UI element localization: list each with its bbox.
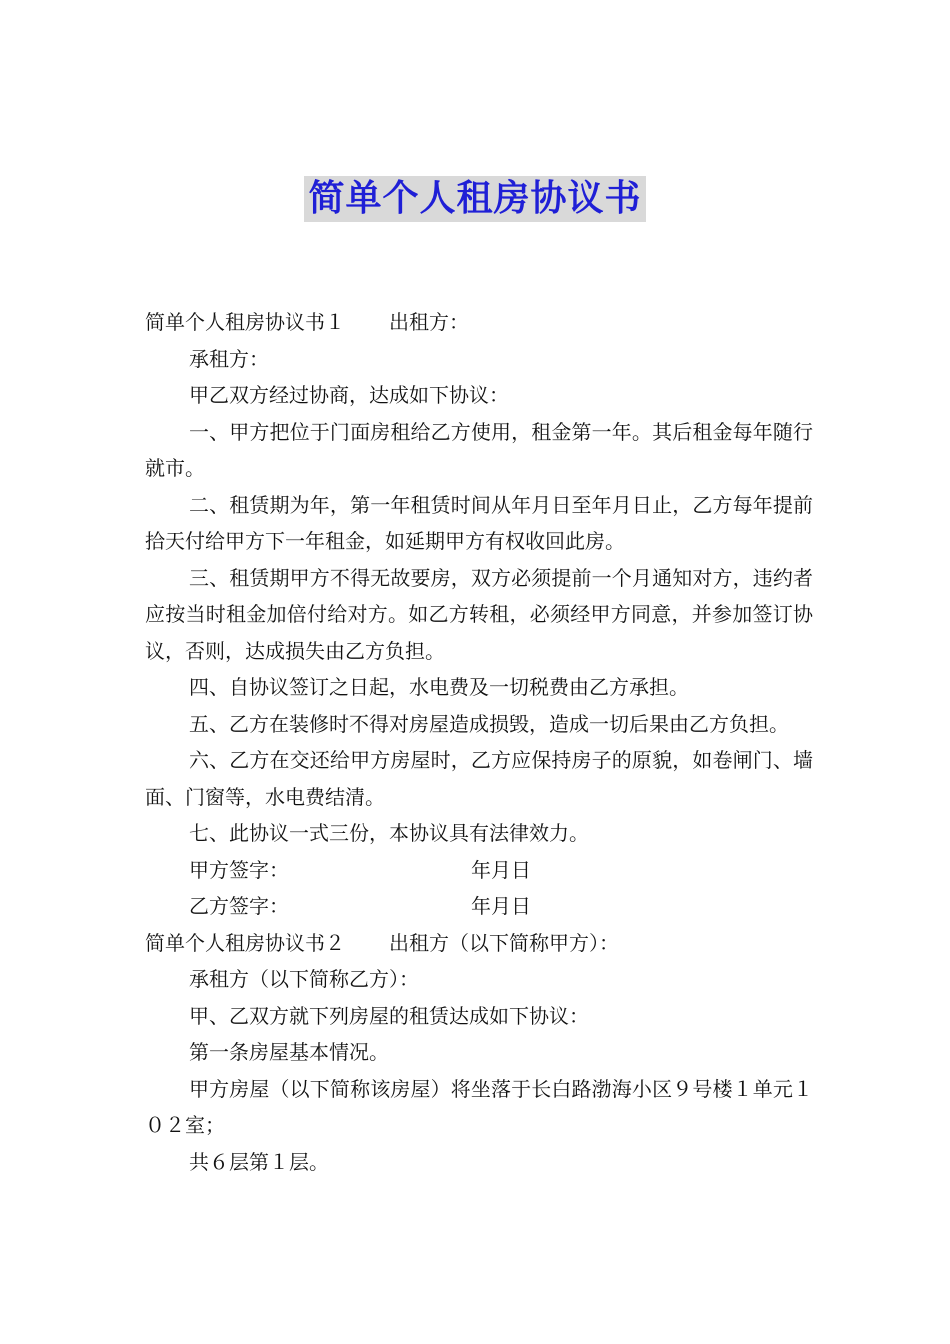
- document-body: [145, 304, 813, 1180]
- agreement-1-heading-line: [145, 304, 813, 341]
- signature-date-b: 年月日: [471, 894, 531, 918]
- lessee-label-2: 承租方（以下简称乙方）：: [189, 967, 419, 991]
- agreement-2-intro: 甲、乙双方就下列房屋的租赁达成如下协议：: [189, 1003, 589, 1028]
- signature-label-a: 甲方签字：: [189, 857, 289, 882]
- clause-3: 三、租赁期甲方不得无故要房，双方必须提前一个月通知对方，违约者应按当时租金加倍付给对方。如乙方转租，必须经甲方同意，并参加签订协议，否则，达成损失由乙方负担。: [145, 565, 813, 663]
- clause-5: 五、乙方在装修时不得对房屋造成损毁，造成一切后果由乙方负担。: [189, 711, 789, 736]
- property-location: 甲方房屋（以下简称该房屋）将坐落于长白路渤海小区９号楼１单元１０２室；: [145, 1076, 813, 1137]
- clause-2: 二、租赁期为年，第一年租赁时间从年月日至年月日止，乙方每年提前拾天付给甲方下一年租金，如延期甲方有权收回此房。: [145, 492, 813, 553]
- lessor-label: 出租方：: [389, 310, 469, 334]
- signature-date-a: 年月日: [471, 857, 531, 882]
- clause-7: 七、此协议一式三份，本协议具有法律效力。: [189, 821, 589, 845]
- document-title: 简单个人租房协议书: [304, 176, 645, 222]
- clause-4: 四、自协议签订之日起，水电费及一切税费由乙方承担。: [189, 675, 689, 699]
- agreement-2-heading-line: [145, 925, 813, 962]
- agreement-intro: 甲乙双方经过协商，达成如下协议：: [189, 383, 509, 407]
- agreement-2-heading: 简单个人租房协议书２: [145, 930, 345, 955]
- clause-1: 一、甲方把位于门面房租给乙方使用，租金第一年。其后租金每年随行就市。: [145, 419, 813, 480]
- lessor-label-2: 出租方（以下简称甲方）：: [389, 930, 619, 955]
- lessee-label: 承租方：: [189, 346, 269, 371]
- article-1-heading: 第一条房屋基本情况。: [189, 1040, 389, 1064]
- property-floors: 共６层第１层。: [189, 1149, 329, 1174]
- agreement-1-heading: 简单个人租房协议书１: [145, 310, 345, 334]
- clause-6: 六、乙方在交还给甲方房屋时，乙方应保持房子的原貌，如卷闸门、墙面、门窗等，水电费结清。: [145, 748, 813, 809]
- signature-label-b: 乙方签字：: [189, 894, 289, 918]
- signature-party-a: [145, 852, 813, 889]
- signature-party-b: [145, 888, 813, 925]
- title-container: [0, 176, 950, 222]
